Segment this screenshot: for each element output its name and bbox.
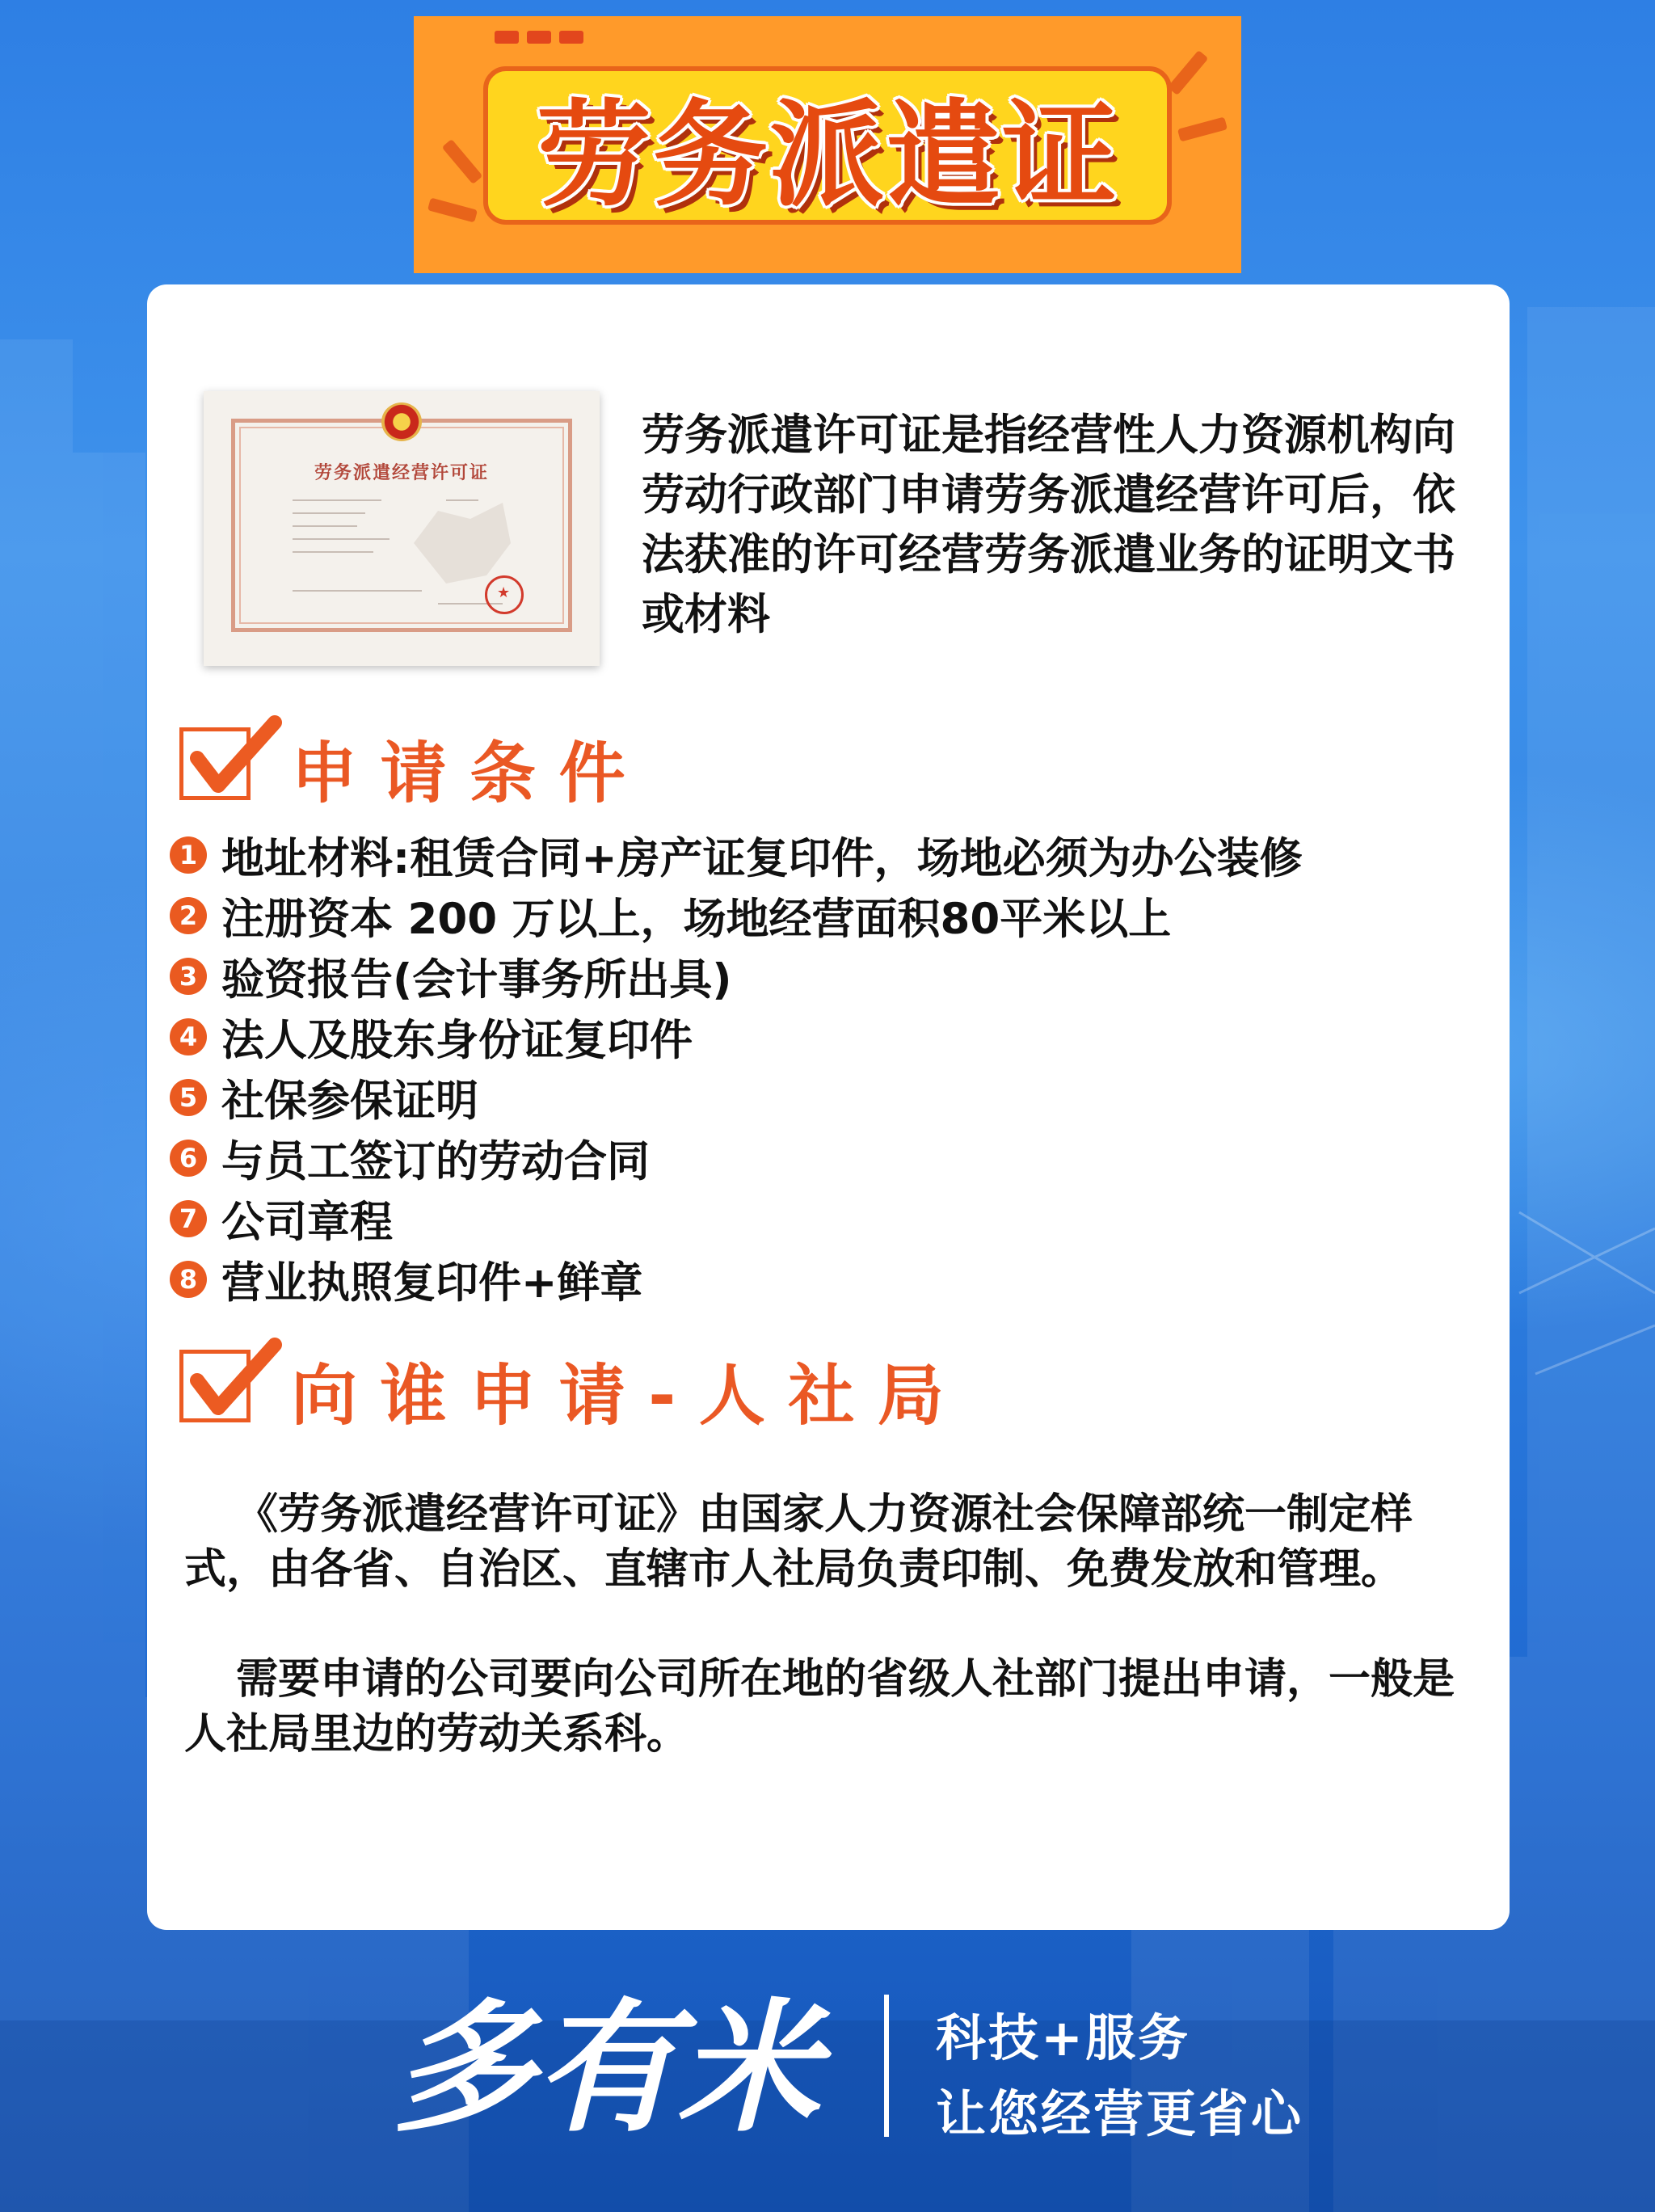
list-item: [170, 1067, 1495, 1127]
brand-logo-text: 多有米: [392, 1984, 820, 2151]
number-badge: 5: [170, 1079, 207, 1116]
section-heading-where-to-apply: [179, 1335, 1392, 1435]
list-item-text: 地址材料:租赁合同+房产证复印件，场地必须为办公装修: [221, 833, 1303, 883]
cert-field-line: [293, 551, 373, 553]
list-item-text: 营业执照复印件+鲜章: [221, 1258, 643, 1308]
number-badge: 7: [170, 1200, 207, 1237]
banner-inner: [483, 66, 1172, 225]
section-title-conditions: 申 请 条 件: [291, 735, 625, 812]
certificate-title: 劳务派遣经营许可证: [314, 462, 489, 483]
list-item: [170, 1006, 1495, 1067]
banner-spark-left-1: [442, 139, 483, 184]
paragraph-application: 需要申请的公司要向公司所在地的省级人社部门提出申请，一般是人社局里边的劳动关系科。: [184, 1655, 1455, 1759]
list-item: [170, 1188, 1495, 1249]
list-item-text: 法人及股东身份证复印件: [221, 1015, 693, 1065]
check-icon: [179, 1335, 284, 1432]
intro-text: 劳务派遣许可证是指经营性人力资源机构向劳动行政部门申请劳务派遣经营许可后，依法获准的许可经营劳务派遣业务的证明文书或材料: [642, 411, 1455, 639]
list-item: [170, 824, 1495, 885]
banner-spark-right-2: [1177, 117, 1228, 142]
cert-field-line: [293, 499, 381, 501]
list-item: [170, 1249, 1495, 1309]
list-item: [170, 946, 1495, 1006]
conditions-list: [170, 824, 1495, 1309]
list-item: [170, 1127, 1495, 1188]
number-badge: 3: [170, 958, 207, 995]
cert-field-line: [293, 512, 365, 514]
slogan-line-2: 让您经营更省心: [936, 2084, 1304, 2143]
list-item-text: 公司章程: [221, 1197, 393, 1247]
content-card: [147, 284, 1510, 1930]
list-item-text: 验资报告(会计事务所出具): [221, 954, 732, 1005]
banner-spark-left-2: [427, 198, 478, 223]
list-item: [170, 885, 1495, 946]
banner-dots: [495, 31, 583, 44]
number-badge: 2: [170, 897, 207, 934]
number-badge: 6: [170, 1140, 207, 1177]
list-item-text: 注册资本 200 万以上，场地经营面积80平米以上: [221, 894, 1172, 944]
certificate-image: [204, 391, 600, 666]
slogan-line-1: 科技+服务: [936, 2008, 1190, 2067]
title-banner: [414, 16, 1241, 273]
section-title-where-to-apply: 向 谁 申 请 - 人 社 局: [291, 1358, 944, 1435]
number-badge: 4: [170, 1018, 207, 1055]
number-badge: 8: [170, 1261, 207, 1298]
national-emblem-icon: [381, 402, 422, 441]
cert-field-line: [293, 538, 390, 540]
paragraph-issuer: 《劳务派遣经营许可证》由国家人力资源社会保障部统一制定样式，由各省、自治区、直辖市人社局负责印制、免费发放和管理。: [184, 1490, 1413, 1594]
brand-logo: [380, 1980, 832, 2158]
list-item-text: 与员工签订的劳动合同: [221, 1136, 650, 1186]
cert-field-line: [293, 590, 422, 592]
red-seal-icon: [485, 575, 524, 614]
page-title: 劳务派遣证: [537, 88, 1118, 222]
cert-field-line: [446, 499, 478, 501]
banner-spark-right-1: [1168, 50, 1209, 95]
cert-field-line: [293, 525, 357, 527]
footer-divider: [884, 1995, 889, 2137]
section-heading-conditions: [179, 713, 1392, 810]
check-icon: [179, 713, 284, 810]
number-badge: 1: [170, 836, 207, 874]
list-item-text: 社保参保证明: [221, 1076, 478, 1126]
